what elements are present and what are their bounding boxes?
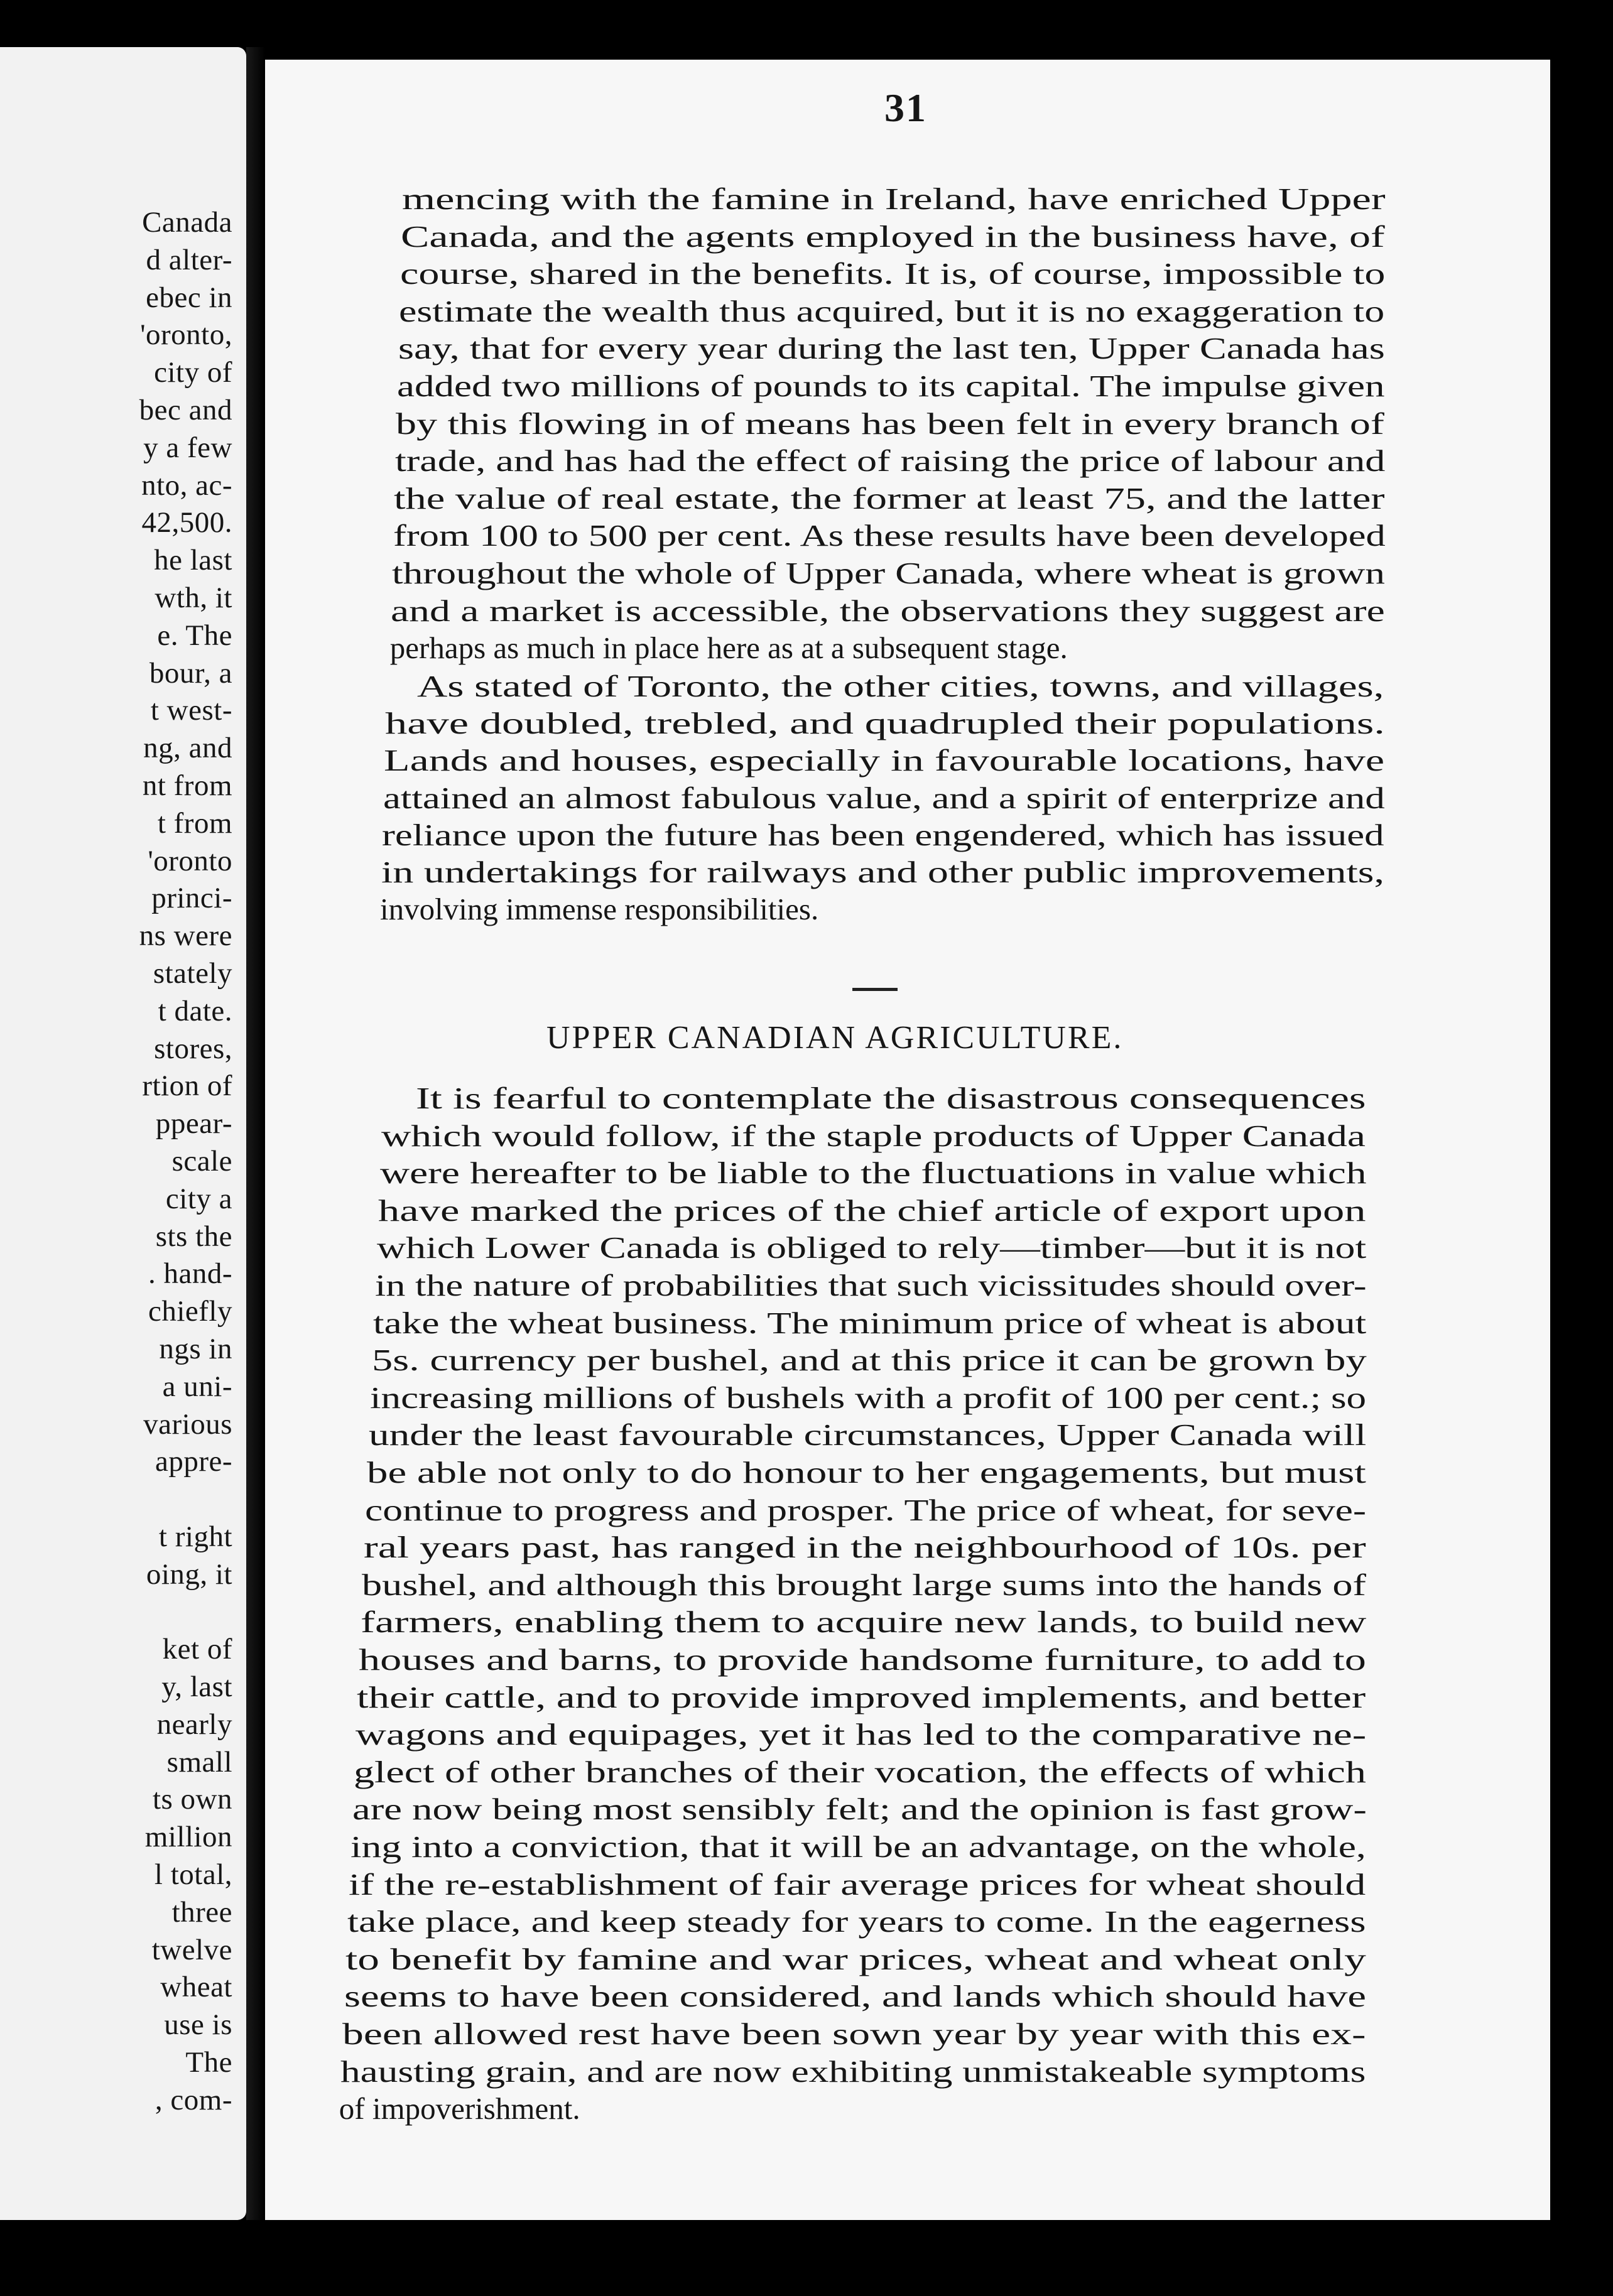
text-line: involving immense responsibilities. (380, 892, 819, 927)
left-page-line-fragment: The (185, 2046, 232, 2079)
text-line: houses and barns, to provide handsome furniture, to add to (359, 1642, 1366, 1677)
right-page (265, 60, 1550, 2220)
text-line: by this flowing in of means has been felt in every branch of (396, 406, 1385, 441)
left-page-line-fragment: oing, it (146, 1557, 232, 1591)
left-page-line-fragment: ket of (162, 1633, 232, 1666)
text-line: Canada, and the agents employed in the business have, of (401, 219, 1386, 254)
text-line: ing into a conviction, that it will be an advantage, on the whole, (350, 1829, 1366, 1864)
text-line: added two millions of pounds to its capital. The impulse given (397, 369, 1385, 403)
text-line: be able not only to do honour to her engagements, but must (367, 1455, 1366, 1490)
text-line: Lands and houses, especially in favourable locations, have (384, 743, 1385, 778)
left-page-line-fragment: d alter- (146, 243, 232, 276)
left-page-line-fragment: ng, and (143, 732, 232, 765)
left-page-line-fragment (0, 1481, 232, 1519)
text-line: the value of real estate, the former at least 75, and the latter (394, 480, 1385, 516)
left-page-line-fragment: nto, ac- (141, 468, 232, 502)
left-page-line-fragment (0, 1593, 232, 1631)
text-line: and a market is accessible, the observations they suggest are (391, 593, 1386, 628)
left-page-line-fragment: rtion of (142, 1069, 232, 1103)
left-page-line-fragment: a uni- (162, 1370, 232, 1403)
text-line: bushel, and although this brought large sums into the hands of (362, 1567, 1367, 1602)
text-line: It is fearful to contemplate the disastrous consequences (416, 1081, 1366, 1115)
text-line: are now being most sensibly felt; and the opinion is fast grow- (352, 1792, 1367, 1827)
section-heading: UPPER CANADIAN AGRICULTURE. (546, 1020, 1124, 1056)
left-page-line-fragment: city of (154, 356, 232, 389)
left-page-line-fragment: , com- (155, 2083, 232, 2116)
page-number: 31 (884, 85, 927, 130)
left-page-line-fragment: various (143, 1407, 232, 1441)
left-page-line-fragment: wheat (160, 1971, 232, 2004)
left-page-line-fragment: 'oronto (148, 844, 232, 877)
left-page-line-fragment: appre- (155, 1445, 232, 1478)
left-page-line-fragment: nt from (142, 769, 232, 802)
left-page-line-fragment: 'oronto, (140, 318, 232, 352)
book-gutter-shadow (246, 47, 265, 2220)
left-page-text-fragments (0, 204, 232, 2120)
left-page-line-fragment: princi- (151, 882, 232, 915)
text-line: take place, and keep steady for years to come. In the eagerness (347, 1904, 1366, 1939)
left-page-line-fragment: wth, it (155, 581, 232, 614)
text-line: 5s. currency per bushel, and at this price it can be grown by (371, 1343, 1367, 1378)
left-page-line-fragment: t from (157, 806, 232, 840)
text-line: if the re-establishment of fair average prices for wheat should (349, 1866, 1366, 1902)
left-page-line-fragment: t west- (150, 694, 232, 727)
text-line: wagons and equipages, yet it has led to the comparative ne- (355, 1717, 1367, 1752)
left-page-line-fragment: small (166, 1745, 232, 1779)
left-page-line-fragment: million (144, 1821, 232, 1854)
text-line: course, shared in the benefits. It is, of course, impossible to (399, 256, 1386, 291)
left-page-line-fragment: ns were (139, 919, 232, 953)
text-line: attained an almost fabulous value, and a spirit of enterprize and (383, 780, 1385, 815)
text-line: to benefit by famine and war prices, wheat and wheat only (345, 1941, 1367, 1976)
text-line: increasing millions of bushels with a profit of 100 per cent.; so (370, 1380, 1367, 1415)
text-line: say, that for every year during the last ten, Upper Canada has (398, 331, 1385, 366)
left-page-line-fragment: use is (164, 2008, 232, 2042)
left-page-line-fragment: bec and (139, 393, 232, 426)
left-page-line-fragment: t date. (158, 994, 232, 1027)
text-line: farmers, enabling them to acquire new lands, to build new (360, 1605, 1366, 1640)
text-line: of impoverishment. (339, 2091, 580, 2126)
left-page-line-fragment: t right (158, 1520, 232, 1553)
text-line: continue to progress and prosper. The price of wheat, for seve- (365, 1492, 1367, 1527)
left-page-line-fragment: twelve (151, 1933, 232, 1966)
left-page-line-fragment: stately (153, 956, 232, 990)
text-line: perhaps as much in place here as at a subsequent stage. (389, 631, 1068, 666)
text-line: have doubled, trebled, and quadrupled their populations. (384, 706, 1385, 741)
text-line: under the least favourable circumstances, Upper Canada will (368, 1417, 1366, 1453)
left-page-line-fragment: chiefly (148, 1295, 232, 1328)
left-page-line-fragment: stores, (154, 1032, 232, 1065)
left-page-line-fragment: y, last (161, 1671, 232, 1704)
left-page-line-fragment: he last (154, 544, 232, 577)
left-page-line-fragment: e. The (157, 619, 232, 652)
text-line: were hereafter to be liable to the fluctuations in value which (379, 1156, 1367, 1191)
left-page-line-fragment: scale (171, 1144, 232, 1178)
left-page-line-fragment: ebec in (146, 281, 232, 314)
text-line: As stated of Toronto, the other cities, towns, and villages, (417, 669, 1384, 703)
text-line: have marked the prices of the chief article of export upon (378, 1193, 1366, 1228)
text-line: throughout the whole of Upper Canada, where wheat is grown (392, 556, 1385, 590)
text-line: glect of other branches of their vocation, the effects of which (354, 1754, 1367, 1789)
text-line: reliance upon the future has been engendered, which has issued (382, 817, 1384, 852)
section-divider-rule (852, 988, 898, 991)
left-page-line-fragment: sts the (155, 1220, 232, 1253)
left-page-line-fragment: city a (165, 1182, 232, 1215)
left-page-line-fragment: Canada (142, 206, 232, 239)
left-facing-page (0, 47, 246, 2220)
left-page-line-fragment: ngs in (159, 1332, 232, 1365)
text-line: estimate the wealth thus acquired, but it is no exaggeration to (399, 293, 1385, 328)
text-line: from 100 to 500 per cent. As these results have been developed (393, 518, 1386, 553)
text-line: take the wheat business. The minimum price of wheat is about (373, 1305, 1367, 1340)
left-page-line-fragment: three (171, 1895, 232, 1929)
left-page-line-fragment: . hand- (148, 1257, 232, 1291)
text-line: their cattle, and to provide improved implements, and better (357, 1679, 1366, 1714)
text-line: been allowed rest have been sown year by year with this ex- (342, 2017, 1366, 2051)
text-line: ral years past, has ranged in the neighbourhood of 10s. per (363, 1530, 1366, 1565)
left-page-line-fragment: ts own (152, 1783, 232, 1816)
left-page-line-fragment: bour, a (149, 656, 232, 690)
text-line: in the nature of probabilities that such vicissitudes should over- (375, 1268, 1367, 1302)
left-page-line-fragment: l total, (154, 1858, 232, 1892)
text-line: mencing with the famine in Ireland, have enriched Upper (402, 181, 1386, 216)
left-page-line-fragment: y a few (143, 431, 232, 464)
left-page-line-fragment: 42,500. (141, 506, 232, 539)
text-line: seems to have been considered, and lands which should have (344, 1979, 1366, 2014)
left-page-line-fragment: nearly (156, 1708, 232, 1741)
text-line: which Lower Canada is obliged to rely—timber—but it is not (376, 1230, 1366, 1265)
text-line: in undertakings for railways and other public improvements, (381, 855, 1384, 889)
text-line: trade, and has had the effect of raising the price of labour and (394, 443, 1386, 479)
left-page-line-fragment: ppear- (155, 1107, 232, 1140)
text-line: which would follow, if the staple products of Upper Canada (381, 1118, 1366, 1153)
text-line: hausting grain, and are now exhibiting unmistakeable symptoms (340, 2054, 1366, 2089)
